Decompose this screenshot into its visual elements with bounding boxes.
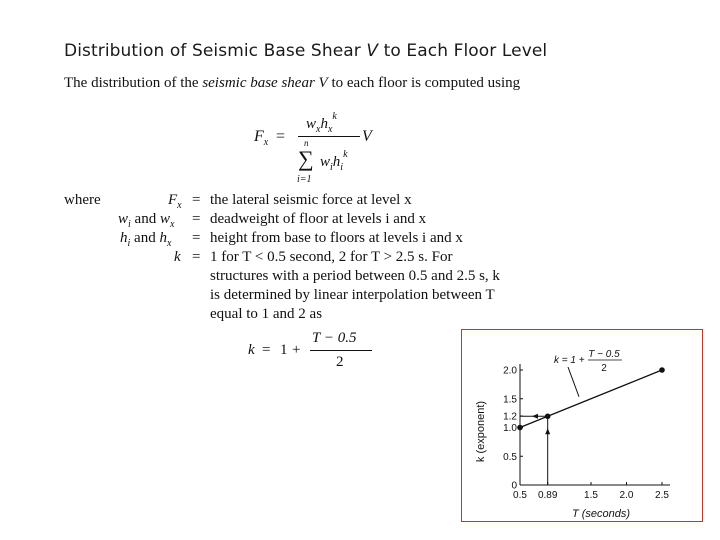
def-text-h: height from base to floors at levels i and x: [210, 230, 463, 246]
series-line: [520, 370, 662, 428]
k-one: 1: [280, 342, 288, 358]
x-tick-label: 2.0: [619, 490, 634, 501]
x-axis-label: T (seconds): [571, 508, 631, 520]
k-denominator: 2: [336, 354, 344, 370]
def-term-h: $h_i$ and $h_x$: [120, 230, 172, 249]
y-axis-label: k (exponent): [475, 400, 487, 463]
def-text-k: 1 for T < 0.5 second, 2 for T > 2.5 s. For: [210, 249, 453, 265]
fx-fraction-bar: [298, 136, 360, 137]
fx-lhs-sub: x: [263, 137, 269, 149]
def-text-w: deadweight of floor at levels i and x: [210, 211, 427, 227]
series-point: [659, 367, 665, 373]
annotation-pointer: [568, 367, 579, 397]
section-heading: [64, 41, 684, 61]
intro-suffix: to each floor is computed using: [327, 75, 521, 91]
fx-denominator: $w_ih_i^k$: [320, 149, 348, 173]
def-sep-4: =: [192, 249, 201, 265]
heading-suffix: to Each Floor Level: [378, 41, 548, 61]
where-label: where: [64, 192, 101, 208]
def-continuation-1: structures with a period between 0.5 and 2.5 s, k: [210, 268, 500, 284]
annotation-label: k = 1 +: [554, 355, 585, 366]
guide-arrow-left: [532, 414, 538, 419]
fx-equals: =: [276, 128, 286, 145]
def-sep-1: =: [192, 192, 201, 208]
chart-svg: [462, 330, 702, 521]
def-text-fx: the lateral seismic force at level x: [210, 192, 412, 208]
def-continuation-3: equal to 1 and 2 as: [210, 306, 323, 322]
annotation-frac-num: T − 0.5: [588, 349, 620, 360]
k-equals: =: [262, 342, 271, 358]
x-tick-label: 1.5: [584, 490, 598, 501]
y-tick-label: 2.0: [503, 365, 517, 377]
fx-sum-symbol: ∑: [298, 146, 314, 171]
intro-prefix: The distribution of the: [64, 75, 203, 91]
fx-sum-lower: i=1: [297, 174, 312, 185]
k-fraction-bar: [310, 350, 372, 351]
x-tick-label: 0.89: [537, 490, 558, 501]
def-sep-3: =: [192, 230, 201, 246]
y-tick-label: 1.0: [503, 423, 517, 434]
fx-multiplier: V: [362, 128, 372, 145]
k-vs-period-chart: [461, 329, 703, 522]
def-continuation-2: is determined by linear interpolation between T: [210, 287, 495, 303]
fx-numerator: $w_xh_x^k$: [306, 111, 337, 135]
annotation-frac-den: 2: [601, 363, 607, 374]
heading-var: V: [366, 41, 379, 61]
y-tick-label: 0.5: [503, 451, 517, 463]
x-tick-label: 2.5: [655, 490, 669, 501]
y-tick-label: 0: [511, 480, 517, 492]
k-formula: [248, 328, 388, 376]
k-lhs: k: [248, 342, 255, 358]
y-tick-label: 1.5: [503, 394, 517, 406]
guide-arrow-up: [545, 428, 550, 434]
x-tick-label: 0.5: [513, 490, 527, 501]
fx-sum-upper: n: [304, 138, 309, 148]
def-term-fx: $F_x$: [168, 192, 182, 211]
fx-formula: [250, 108, 390, 188]
def-term-w: $w_i$ and $w_x$: [118, 211, 175, 230]
series-point: [545, 413, 551, 419]
k-numerator: T − 0.5: [312, 330, 357, 346]
y-tick-label: 1.2: [503, 411, 517, 423]
def-term-k: k: [174, 249, 181, 265]
def-sep-2: =: [192, 211, 201, 227]
heading-prefix: Distribution of Seismic Base Shear: [64, 41, 367, 61]
intro-paragraph: [64, 75, 520, 92]
intro-emphasis: seismic base shear V: [202, 75, 328, 91]
fx-lhs: $F_x$: [254, 128, 269, 149]
k-plus: +: [292, 342, 301, 358]
